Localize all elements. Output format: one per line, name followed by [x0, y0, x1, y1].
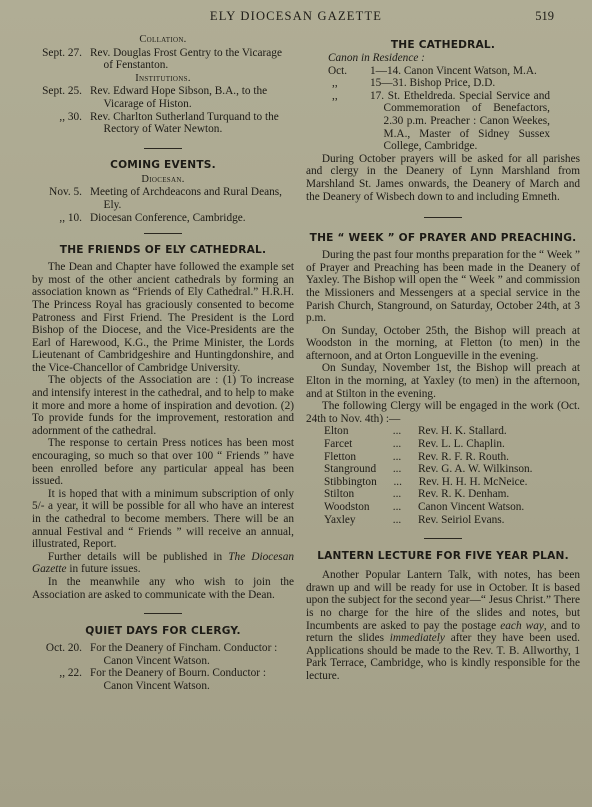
- clergy-row: [306, 463, 580, 476]
- quiet-days-heading: QUIET DAYS FOR CLERGY.: [85, 625, 241, 638]
- institution-entry: [32, 111, 294, 136]
- week-paragraph: On Sunday, November 1st, the Bishop will preach at Elton in the morning, at Yaxley (to men) in the afternoon, and at Stilton in the evening.: [306, 362, 580, 400]
- entry-text: Rev. Charlton Sutherland Turquand to the Rectory of Water Newton.: [90, 110, 279, 136]
- leader-dots: ...: [392, 488, 402, 501]
- leader-dots: ...: [393, 475, 402, 488]
- leader-dots: ...: [392, 463, 402, 476]
- publication-title: ELY DIOCESAN GAZETTE: [209, 9, 383, 23]
- lantern-paragraph: [306, 569, 580, 682]
- friends-paragraph: The response to certain Press notices has been most encouraging, so much so that over 100 “ Friends ” have been enrolled before any particular appeal has been issued.: [32, 437, 294, 488]
- entry-date: Oct.: [328, 64, 348, 77]
- clergy-place: Stanground: [324, 463, 377, 476]
- clergy-place: Yaxley: [324, 513, 356, 526]
- section-divider: [424, 538, 462, 539]
- cathedral-prayers-paragraph: During October prayers will be asked for all parishes and clergy in the Deanery of Lynn Marshland from Marshland St. James onwards, the Deanery of March and the Deanery of Wisbech down to and including Emneth.: [306, 152, 580, 203]
- clergy-name: Rev. R. K. Denham.: [418, 488, 510, 501]
- friends-heading: THE FRIENDS OF ELY CATHEDRAL.: [59, 244, 267, 257]
- entry-text: 17. St. Etheldreda. Special Service and Commemoration of Benefactors, 2.30 p.m. Preacher : Canon Weekes, M.A., Master of Sidney Sussex College, Cambridge.: [370, 89, 550, 153]
- clergy-place: Stibbington: [324, 475, 377, 488]
- clergy-name: Rev. H. K. Stallard.: [418, 425, 507, 438]
- entry-date: ,,: [332, 89, 338, 102]
- clergy-name: Canon Vincent Watson.: [418, 501, 525, 513]
- entry-text: Rev. Douglas Frost Gentry to the Vicarage of Fenstanton.: [90, 46, 282, 72]
- week-paragraph: On Sunday, October 25th, the Bishop will preach at Woodston in the morning, at Fletton (to men) in the afternoon, and at Orton Longueville in the evening.: [306, 324, 580, 362]
- clergy-name: Rev. G. A. W. Wilkinson.: [418, 463, 533, 476]
- residence-entry: [306, 65, 580, 78]
- quiet-day-entry: [32, 667, 294, 692]
- diocesan-subheading: Diocesan.: [141, 173, 185, 185]
- entry-date: Oct. 20.: [45, 642, 82, 655]
- week-heading: THE “ WEEK ” OF PRAYER AND PREACHING.: [309, 232, 577, 245]
- leader-dots: ...: [392, 450, 402, 463]
- entry-text: Diocesan Conference, Cambridge.: [90, 211, 246, 224]
- entry-date: ,,: [332, 77, 338, 90]
- clergy-place: Fletton: [324, 450, 357, 463]
- quiet-day-entry: [32, 642, 294, 667]
- entry-text: For the Deanery of Fincham. Conductor : Canon Vincent Watson.: [90, 642, 278, 667]
- page-number: 519: [535, 9, 554, 23]
- week-paragraph: The following Clergy will be engaged in the work (Oct. 24th to Nov. 4th) :—: [306, 400, 580, 425]
- clergy-place: Stilton: [324, 488, 355, 501]
- right-column: [306, 34, 580, 683]
- friends-paragraph: It is hoped that with a minimum subscription of only 5/- a year, it will be possible for all who have an interest in the cathedral to become members. There will be an annual Festival and “ Friends ” will receive an annual, illustrated, Report.: [32, 487, 294, 551]
- leader-dots: ...: [392, 513, 402, 526]
- clergy-row: [306, 451, 580, 464]
- clergy-name: Rev. H. H. H. McNeice.: [418, 475, 528, 488]
- lantern-text: Another Popular Lantern Talk, with notes, has been drawn up and will be ready for use in October. It is based upon the subject for the second year—“ Jesus Christ.” There is no charge for the hire of the slides and notes, but Incumbents are asked to pay the postage: [306, 569, 580, 632]
- entry-date: Sept. 27.: [42, 46, 82, 59]
- section-divider: [144, 613, 182, 614]
- friends-paragraph: The objects of the Association are : (1) To increase and intensify interest in the cathedral, and to help to make it more and more a home of inspiration and devotion. (2) To provide funds for the improvement, restoration and adornment of the cathedral.: [32, 374, 294, 437]
- lantern-emphasis: each way: [500, 619, 544, 632]
- clergy-place: Farcet: [324, 438, 353, 451]
- entry-text: Rev. Edward Hope Sibson, B.A., to the Vicarage of Histon.: [90, 85, 268, 110]
- event-entry: [32, 212, 294, 225]
- clergy-name: Rev. R. F. R. Routh.: [418, 450, 509, 463]
- canon-in-residence-subheading: Canon in Residence :: [328, 52, 425, 64]
- institutions-heading: Institutions.: [135, 72, 191, 84]
- clergy-name: Rev. L. L. Chaplin.: [418, 438, 505, 451]
- cathedral-heading: THE CATHEDRAL.: [390, 39, 496, 51]
- entry-date: Nov. 5.: [49, 186, 82, 199]
- leader-dots: ...: [392, 501, 402, 513]
- leader-dots: ...: [392, 425, 402, 438]
- section-divider: [144, 233, 182, 234]
- residence-entry: [306, 77, 580, 90]
- section-divider: [144, 148, 182, 149]
- clergy-place: Woodston: [324, 501, 370, 513]
- lantern-text: , and to return the slides: [306, 619, 580, 645]
- entry-date: ,, 30.: [59, 110, 82, 123]
- entry-text: 1—14. Canon Vincent Watson, M.A.: [370, 64, 537, 77]
- clergy-row: [306, 501, 580, 514]
- entry-text: 15—31. Bishop Price, D.D.: [370, 77, 496, 90]
- page-header: [0, 9, 592, 25]
- clergy-row: [306, 488, 580, 501]
- week-paragraph: During the past four months preparation for the “ Week ” of Prayer and Preaching has been made in the Deanery of Yaxley. The Bishop will open the “ Week ” and commission the Missioners and Messengers at a special service in the Parish Church, Stanground, on Saturday, October 24th, at 3 p.m.: [306, 249, 580, 325]
- entry-text: Meeting of Archdeacons and Rural Deans, Ely.: [90, 186, 282, 211]
- gazette-name: The Diocesan Gazette: [32, 550, 295, 576]
- clergy-row: [306, 425, 580, 438]
- section-divider: [424, 217, 462, 218]
- friends-paragraph: In the meanwhile any who wish to join the Association are asked to communicate with the Dean.: [32, 575, 294, 601]
- lantern-heading: LANTERN LECTURE FOR FIVE YEAR PLAN.: [317, 550, 569, 563]
- left-column: [32, 34, 294, 693]
- collation-entry: [32, 47, 294, 72]
- entry-text: For the Deanery of Bourn. Conductor : Canon Vincent Watson.: [90, 667, 267, 692]
- clergy-name: Rev. Seiriol Evans.: [418, 513, 505, 526]
- entry-date: Sept. 25.: [42, 85, 82, 98]
- residence-entry: [306, 90, 580, 153]
- entry-date: ,, 22.: [59, 667, 82, 680]
- clergy-row: [306, 514, 580, 527]
- event-entry: [32, 186, 294, 211]
- coming-events-heading: COMING EVENTS.: [110, 158, 216, 171]
- clergy-row: [306, 438, 580, 451]
- details-text-end: in future issues.: [66, 563, 141, 576]
- lantern-text: after they have been used. Applications should be made to the Rev. T. B. Allworthy, 1 Park Terrace, Cambridge, who is kindly responsible for the lecture.: [306, 632, 580, 682]
- lantern-emphasis: immediately: [389, 632, 445, 645]
- clergy-row: [306, 476, 580, 489]
- friends-paragraph: The Dean and Chapter have followed the example set by most of the other ancient cathedrals by forming an association known as “Friends of Ely Cathedral.” H.R.H. The Princess Royal has graciously consented to become Patroness and First Friend. The President is the Lord Bishop of the Diocese, and the Vice-Presidents are the Earl of Harewood, K.G., the Prime Minister, the Lords Lieutenant of Cambridgeshire and Huntingdonshire, and the Vice-Chancellor of Cambridge University.: [32, 261, 294, 374]
- institution-entry: [32, 85, 294, 110]
- details-text: Further details will be published in: [47, 550, 229, 563]
- entry-date: ,, 10.: [59, 211, 82, 224]
- friends-paragraph-details: [32, 551, 294, 576]
- clergy-place: Elton: [324, 425, 349, 438]
- leader-dots: ...: [392, 438, 402, 451]
- clergy-list: [306, 425, 580, 526]
- collation-heading: Collation.: [139, 34, 187, 45]
